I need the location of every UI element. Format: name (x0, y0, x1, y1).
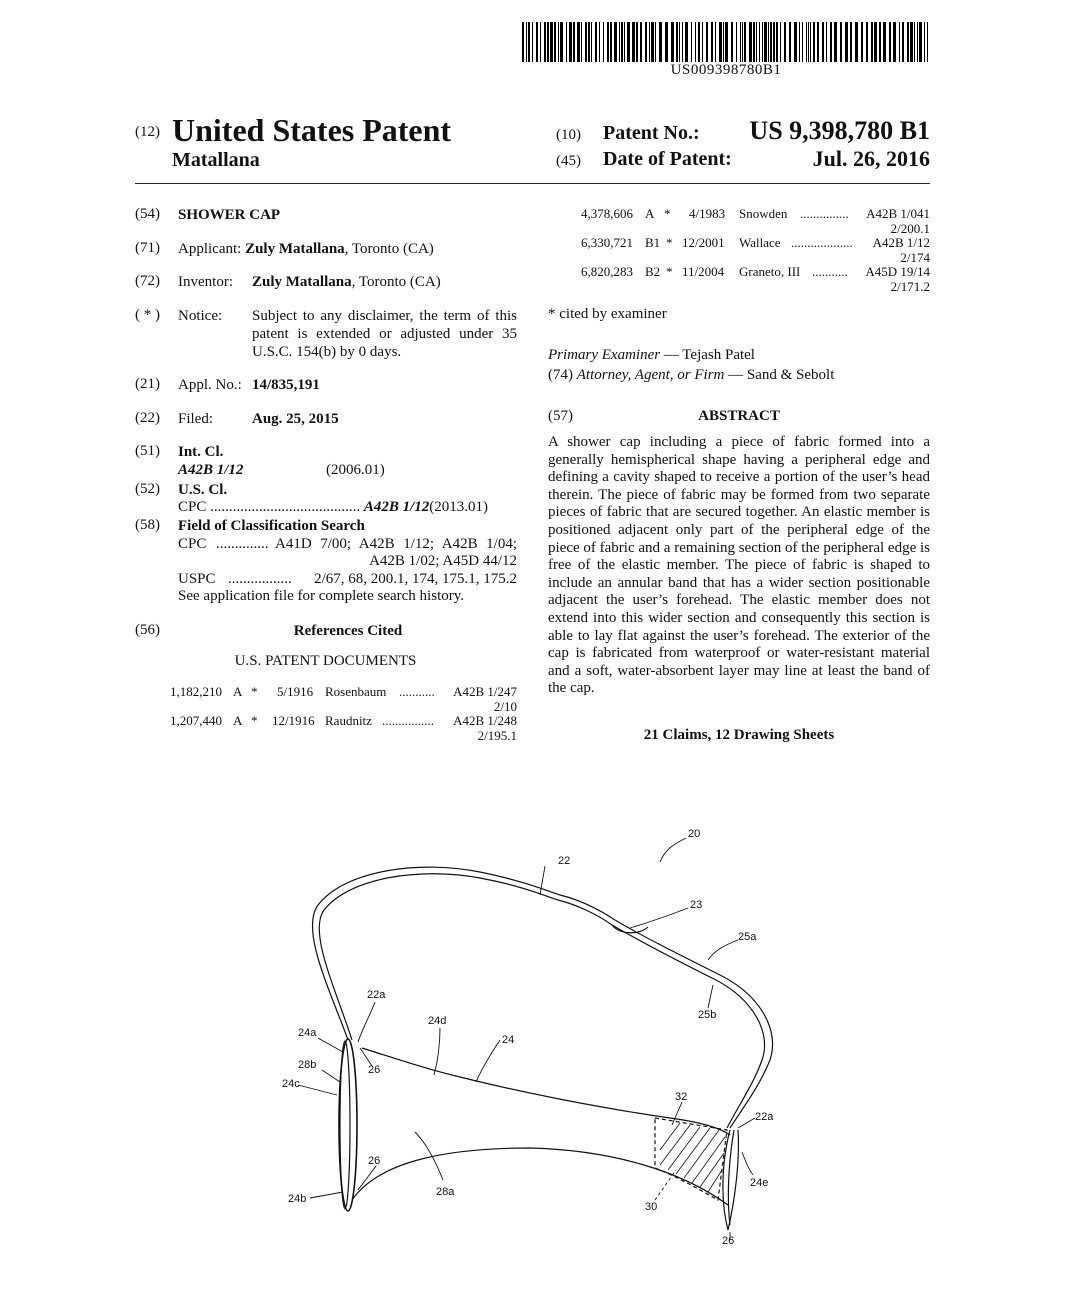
barcode-bar (924, 22, 925, 62)
hatching (660, 1123, 725, 1192)
barcode-bar (866, 22, 868, 62)
barcode-bar (685, 22, 688, 62)
barcode-bar (759, 22, 760, 62)
barcode-bar (914, 22, 915, 62)
ref-class: A42B 1/247 (453, 684, 517, 699)
field-uspc-dots: ................. (228, 571, 292, 587)
applicant-code: (71) (135, 240, 160, 256)
ref-date: 11/2004 (682, 264, 725, 279)
barcode-bar (826, 22, 827, 62)
ref-label: 32 (675, 1091, 688, 1103)
ref-subclass: 2/174 (900, 250, 930, 265)
reference-row (170, 685, 222, 699)
applicant-location: , Toronto (CA) (344, 241, 434, 257)
ref-dots: ............... (800, 206, 849, 221)
ref-label: 22a (367, 989, 386, 1001)
ref-dots: ................... (791, 235, 853, 250)
ref-label: 23 (690, 899, 703, 911)
ref-subclass: 2/10 (493, 699, 517, 714)
ref-class: A42B 1/248 (453, 713, 517, 728)
barcode-bar (621, 22, 623, 62)
notice-line-1: Subject to any disclaimer, the term of this (252, 308, 517, 324)
ref-star: * (666, 235, 673, 250)
ref-star: * (251, 713, 258, 728)
barcode-bar (695, 22, 696, 62)
barcode-bar (802, 22, 803, 62)
barcode-bar (927, 22, 928, 62)
barcode-bar (789, 22, 791, 62)
ref-name: Rosenbaum (325, 684, 387, 699)
ref-number: 6,330,721 (581, 235, 633, 250)
barcode-bar (719, 22, 722, 62)
barcode-bar (595, 22, 597, 62)
title-code: (54) (135, 206, 160, 222)
field-cpc-dots: .............. (216, 536, 269, 552)
barcode-bar (813, 22, 815, 62)
patent-no-value: US 9,398,780 B1 (749, 116, 930, 145)
barcode-bar (845, 22, 848, 62)
page-title: United States Patent (172, 112, 452, 148)
examiner-label: Primary Examiner (548, 347, 661, 363)
barcode-bar (619, 22, 620, 62)
examiner-name: — Tejash Patel (660, 347, 755, 363)
notice-line-2: patent is extended or adjusted under 35 (252, 326, 517, 342)
ref-label: 24d (428, 1015, 447, 1027)
barcode-bar (706, 22, 708, 62)
right-band-inner (728, 1130, 734, 1225)
barcode-bar (665, 22, 668, 62)
applicant-name: Zuly Matallana (245, 241, 345, 257)
ref-subclass: 2/200.1 (890, 221, 930, 236)
filed-date: Aug. 25, 2015 (252, 411, 339, 427)
barcode-bar (776, 22, 778, 62)
barcode-bar (794, 22, 797, 62)
ref-date: 4/1983 (689, 206, 726, 221)
barcode-bar (764, 22, 767, 62)
barcode-bar (834, 22, 837, 62)
document-number: US009398780B1 (670, 62, 782, 78)
barcode-bar (855, 22, 858, 62)
applicant-label: Applicant: (178, 241, 242, 257)
barcode-bar (770, 22, 772, 62)
invention-title: SHOWER CAP (178, 207, 281, 223)
ref-label: 24b (288, 1193, 307, 1205)
examiner-line (548, 346, 755, 364)
barcode-bar (715, 22, 716, 62)
barcode-bar (910, 22, 913, 62)
appl-number: 14/835,191 (252, 377, 320, 393)
barcode-bar (893, 22, 896, 62)
barcode-bar (784, 22, 786, 62)
attorney-name: — Sand & Sebolt (724, 367, 835, 383)
refs-label: References Cited (293, 623, 403, 639)
ref-kind: A (233, 713, 243, 728)
barcode-bar (753, 22, 755, 62)
ref-label: 26 (722, 1235, 735, 1247)
date-code: (45) (556, 153, 581, 169)
barcode-bar (749, 22, 752, 62)
barcode-bar (702, 22, 703, 62)
barcode-bar (560, 22, 563, 62)
intcl-year: (2006.01) (326, 462, 385, 478)
barcode-bar (682, 22, 683, 62)
notice-line-3: U.S.C. 154(b) by 0 days. (252, 344, 402, 360)
barcode-bar (879, 22, 881, 62)
barcode-bar (907, 22, 909, 62)
ref-label: 25b (698, 1009, 717, 1021)
barcode-bar (591, 22, 592, 62)
ref-star: * (251, 684, 258, 699)
ref-star: * (664, 206, 671, 221)
ref-kind: A (645, 206, 655, 221)
filed-label: Filed: (178, 411, 214, 427)
ref-label: 24a (298, 1027, 317, 1039)
barcode (522, 22, 930, 62)
barcode-bar (585, 22, 587, 62)
inventor-label: Inventor: (178, 274, 233, 290)
barcode-bar (899, 22, 900, 62)
barcode-bar (577, 22, 580, 62)
barcode-bar (742, 22, 743, 62)
cap-outline-inner (319, 874, 764, 1128)
barcode-bar (883, 22, 886, 62)
appl-label: Appl. No.: (178, 377, 242, 393)
barcode-bar (599, 22, 600, 62)
kind-code-12: (12) (135, 124, 160, 140)
ref-class: A45D 19/14 (865, 264, 930, 279)
barcode-bar (723, 22, 724, 62)
intcl-code: (51) (135, 443, 160, 459)
cited-by-examiner: * cited by examiner (548, 306, 667, 322)
barcode-bar (768, 22, 769, 62)
leader-lines (298, 838, 755, 1240)
field-uspc-value: 2/67, 68, 200.1, 174, 175.1, 175.2 (314, 571, 517, 587)
ref-label: 26 (368, 1155, 381, 1167)
barcode-bar (610, 22, 612, 62)
barcode-bar (731, 22, 733, 62)
barcode-bar (830, 22, 832, 62)
barcode-bar (651, 22, 654, 62)
barcode-bar (536, 22, 538, 62)
barcode-bar (780, 22, 781, 62)
ref-label: 22 (558, 855, 571, 867)
uscl-label: U.S. Cl. (178, 482, 228, 498)
ref-name: Wallace (739, 235, 781, 250)
barcode-bar (526, 22, 527, 62)
intcl-class: A42B 1/12 (178, 462, 244, 478)
inventor-code: (72) (135, 273, 160, 289)
ref-kind: B1 (645, 235, 661, 250)
barcode-bar (725, 22, 728, 62)
ref-number: 6,820,283 (581, 264, 633, 279)
inventor-line (252, 273, 441, 291)
barcode-bar (676, 22, 678, 62)
barcode-bar (698, 22, 700, 62)
barcode-bar (632, 22, 635, 62)
ref-name: Raudnitz (325, 713, 372, 728)
barcode-bar (744, 22, 746, 62)
barcode-bar (840, 22, 842, 62)
barcode-bar (874, 22, 877, 62)
field-code: (58) (135, 517, 160, 533)
ref-number: 4,378,606 (581, 206, 633, 221)
barcode-bar (806, 22, 807, 62)
ref-label: 24e (750, 1177, 769, 1189)
ref-label: 20 (688, 828, 701, 840)
ref-label: 30 (645, 1201, 658, 1213)
inventor-name: Zuly Matallana (252, 274, 352, 290)
patent-no-label: Patent No.: (603, 122, 700, 144)
barcode-bar (671, 22, 674, 62)
barcode-bar (624, 22, 625, 62)
date-label: Date of Patent: (603, 148, 732, 170)
barcode-bar (889, 22, 891, 62)
ref-subclass: 2/171.2 (890, 279, 930, 294)
barcode-bar (550, 22, 553, 62)
ref-number: 1,207,440 (170, 713, 222, 728)
ref-date: 5/1916 (277, 684, 314, 699)
ref-dots: ........... (812, 264, 848, 279)
barcode-bar (917, 22, 918, 62)
ref-star: * (666, 264, 673, 279)
header-rule (135, 183, 930, 184)
barcode-bar (762, 22, 763, 62)
ref-dots: ................ (382, 713, 434, 728)
abstract-heading: ABSTRACT (698, 408, 780, 424)
ref-label: 24 (502, 1034, 515, 1046)
ref-name: Snowden (739, 206, 788, 221)
ref-date: 12/2001 (682, 235, 725, 250)
barcode-bar (808, 22, 809, 62)
refs-code: (56) (135, 622, 160, 638)
barcode-bar (902, 22, 904, 62)
ref-name: Graneto, III (739, 264, 801, 279)
barcode-bar (711, 22, 713, 62)
ref-label: 24c (282, 1078, 300, 1090)
right-band (723, 1130, 739, 1230)
notice-label: Notice: (178, 308, 223, 324)
ref-kind: B2 (645, 264, 661, 279)
applicant-line (178, 240, 434, 258)
field-cpc-line-1: A41D 7/00; A42B 1/12; A42B 1/04; (275, 536, 517, 552)
barcode-bar (540, 22, 541, 62)
patent-no-code: (10) (556, 127, 581, 143)
ref-label: 26 (368, 1064, 381, 1076)
barcode-bar (532, 22, 533, 62)
notice-code: ( * ) (135, 307, 160, 323)
barcode-bar (554, 22, 556, 62)
uscl-cpc-dots: ........................................ (210, 499, 361, 515)
uscl-code: (52) (135, 481, 160, 497)
inventor-surname: Matallana (172, 149, 260, 171)
intcl-label: Int. Cl. (178, 444, 224, 460)
barcode-bar (756, 22, 757, 62)
field-cpc-label: CPC (178, 536, 207, 552)
barcode-bar (607, 22, 609, 62)
barcode-bar (627, 22, 630, 62)
barcode-bar (655, 22, 656, 62)
left-band-inner (340, 1041, 350, 1209)
us-docs-label: U.S. PATENT DOCUMENTS (234, 653, 417, 669)
uscl-cpc-label: CPC (178, 499, 207, 515)
barcode-bar (614, 22, 617, 62)
barcode-bar (679, 22, 680, 62)
field-see-note: See application file for complete search history. (178, 588, 465, 604)
ref-label: 25a (738, 931, 757, 943)
barcode-bar (822, 22, 824, 62)
barcode-bar (544, 22, 546, 62)
barcode-bar (522, 22, 524, 62)
barcode-bar (547, 22, 549, 62)
barcode-bar (659, 22, 662, 62)
uscl-cpc-line (178, 498, 518, 516)
field-label: Field of Classification Search (178, 518, 365, 534)
ref-subclass: 2/195.1 (477, 728, 517, 743)
barcode-bar (645, 22, 647, 62)
inventor-location: , Toronto (CA) (351, 274, 441, 290)
uscl-cpc-year: (2013.01) (429, 499, 489, 515)
ref-number: 1,182,210 (170, 684, 222, 699)
barcode-bar (558, 22, 559, 62)
barcode-bar (566, 22, 567, 62)
ref-label: 28a (436, 1186, 455, 1198)
barcode-bar (649, 22, 650, 62)
barcode-bar (740, 22, 741, 62)
field-cpc-line-2: A42B 1/02; A45D 44/12 (369, 553, 517, 569)
barcode-bar (919, 22, 922, 62)
barcode-bar (799, 22, 800, 62)
ref-dots: ........... (399, 684, 435, 699)
ref-class: A42B 1/041 (866, 206, 930, 221)
barcode-bar (573, 22, 575, 62)
date-value: Jul. 26, 2016 (812, 146, 930, 171)
ref-label: 22a (755, 1111, 774, 1123)
barcode-bar (850, 22, 852, 62)
attorney-label: Attorney, Agent, or Firm (576, 367, 725, 383)
band-bottom-edge (352, 1148, 728, 1205)
barcode-bar (736, 22, 737, 62)
barcode-bar (817, 22, 819, 62)
appl-code: (21) (135, 376, 160, 392)
ref-date: 12/1916 (272, 713, 315, 728)
hatched-region (655, 1118, 727, 1200)
ref-label: 28b (298, 1059, 317, 1071)
patent-drawing (270, 820, 790, 1260)
barcode-bar (603, 22, 604, 62)
barcode-bar (871, 22, 873, 62)
barcode-bar (691, 22, 692, 62)
barcode-bar (810, 22, 811, 62)
attorney-code: (74) (548, 367, 573, 383)
barcode-bar (588, 22, 590, 62)
barcode-bar (861, 22, 863, 62)
field-uspc-label: USPC (178, 571, 216, 587)
barcode-bar (773, 22, 775, 62)
filed-code: (22) (135, 410, 160, 426)
abstract-code: (57) (548, 408, 573, 424)
ref-kind: A (233, 684, 243, 699)
barcode-bar (636, 22, 638, 62)
ref-class: A42B 1/12 (872, 235, 930, 250)
barcode-bar (640, 22, 642, 62)
barcode-bar (528, 22, 530, 62)
attorney-line (548, 366, 834, 384)
barcode-bar (581, 22, 582, 62)
barcode-bar (569, 22, 572, 62)
uscl-cpc-class: A42B 1/12 (363, 499, 430, 515)
claims-line: 21 Claims, 12 Drawing Sheets (643, 727, 835, 743)
abstract-text: A shower cap including a piece of fabric formed into a generally hemispherical shape having a peripheral edge and defining a cavity shaped to receive a portion of the user’s head therein. The piece of fabric may be formed from two separate pieces of fabric that are secured together. An elastic member is positioned adjacent only part of the peripheral edge of the piece of fabric and a remaining section of the peripheral edge is free of the elastic member. The piece of fabric is shaped to include an annular band that has a wider section positionable adjacent the user’s forehead. The elastic member does not extend into this wider section and consequently this section is able to lay flat against the user’s forehead. The exterior of the cap is fabricated from waterproof or water-resistant material and a soft, water-absorbent layer may line at least the band of the cap. (548, 434, 930, 697)
